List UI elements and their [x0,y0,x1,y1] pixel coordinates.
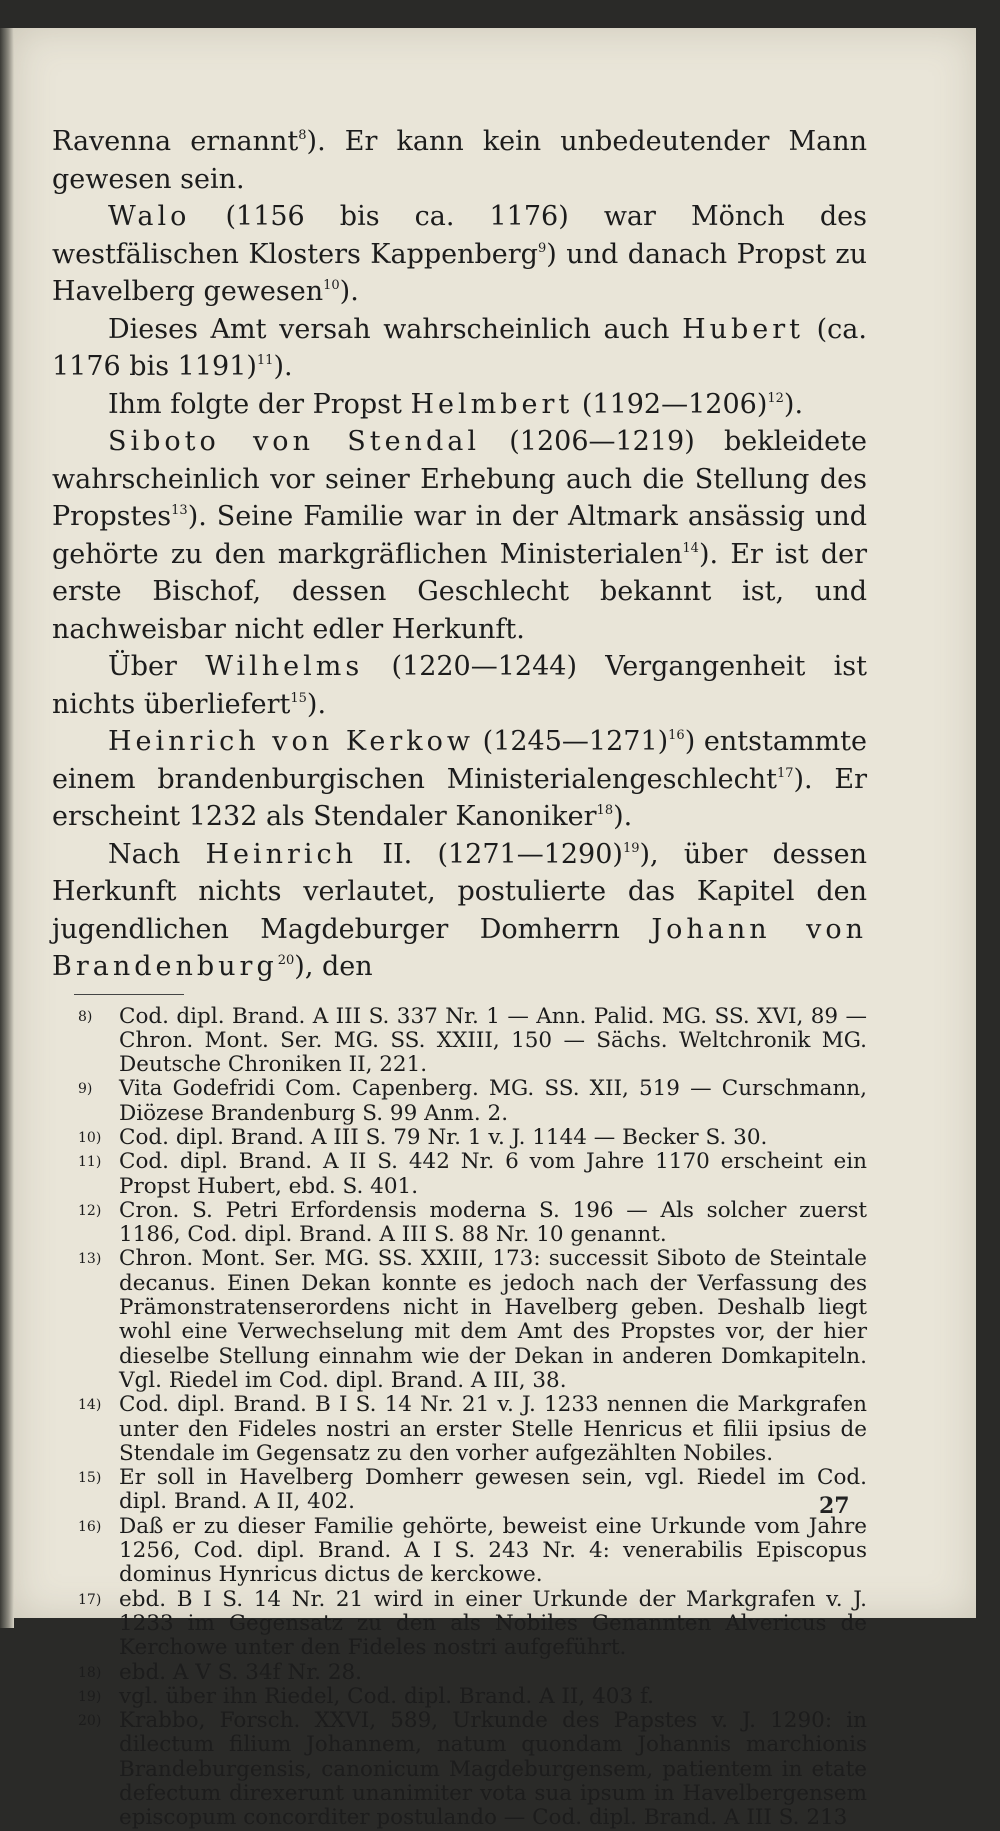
paragraph-heinrich-ii: Nach Heinrich II. (1271—1290)$^{19}$), über dessen Herkunft nichts verlautet, postulierte das Kapitel den jugendlichen Magdeburger Domherrn Johann von Brandenburg$^{20}$), den [52,838,867,982]
footnote-text: Cod. dipl. Brand. A III S. 337 Nr. 1 — Ann. Palid. MG. SS. XVI, 89 — Chron. Mont. Ser. MG. SS. XXIII, 150 — Sächs. Weltchronik MG. Deutsche Chroniken II, 221. [119,1003,867,1078]
paragraph-heinrich-kerkow: Heinrich von Kerkow (1245—1271)$^{16}$) entstammte einem brandenburgischen Ministerialengeschlecht$^{17}$). Er erscheint 1232 als Stendaler Kanoniker$^{18}$). [52,726,867,832]
footnote [52,1588,867,1661]
footnote-text: ebd. A V S. 34f Nr. 28. [119,1659,363,1685]
footnote-text: Er soll in Havelberg Domherr gewesen sein, vgl. Riedel im Cod. dipl. Brand. A II, 402. [119,1465,867,1515]
footnote-text: Cod. dipl. Brand. A II S. 442 Nr. 6 vom Jahre 1170 erscheint ein Propst Hubert, ebd. S. 401. [119,1149,867,1199]
footnote [52,1466,867,1515]
footnote-number: 19) [78,1688,102,1705]
person-name: Wilhelms [205,651,364,682]
footnote-number: 20) [78,1713,102,1730]
main-text [52,123,867,986]
person-name: Walo [108,201,191,232]
footnote [52,1126,867,1150]
person-name: Siboto von Stendal [108,426,480,457]
footnote-number: 13) [78,1251,102,1268]
footnote-number: 12) [78,1202,102,1219]
footnote-text: Cod. dipl. Brand. B I S. 14 Nr. 21 v. J. 1233 nennen die Markgrafen unter den Fideles nostri an erster Stelle Henricus et filii ipsius de Stendale im Gegensatz zu den vorher aufgezählten Nobiles. [119,1392,867,1466]
footnote-number: 8) [78,1008,93,1025]
footnote [52,1247,867,1393]
footnote-number: 17) [78,1591,102,1608]
footnote-text: Daß er zu dieser Familie gehörte, beweist eine Urkunde vom Jahre 1256, Cod. dipl. Brand. A I S. 243 Nr. 4: venerabilis Episcopus dominus Hynricus dictus de kerckowe. [119,1513,867,1588]
person-name: Johann von Brandenburg [52,913,867,982]
footnote [52,1685,867,1709]
footnote [52,1515,867,1588]
footnote-text: Krabbo, Forsch. XXVI, 589, Urkunde des Papstes v. J. 1290: in dilectum filium Johannem, natum quondam Johannis marchionis Brandeburgensis, canonicum Magdeburgensem, patientem in etate defectum direxerunt unanimiter vota sua ipsum in Havelbergensem episcopum concorditer postulando — Cod. dipl. Brand. A III S. 213 [119,1708,867,1831]
person-name: Heinrich [205,838,358,870]
footnote-text: vgl. über ihn Riedel, Cod. dipl. Brand. A II, 403 f. [119,1683,654,1709]
person-name: Helmbert [410,388,574,420]
paragraph-helmbert: Ihm folgte der Propst Helmbert (1192—1206)$^{12}$). [108,388,804,420]
footnote-number: 14) [78,1397,102,1414]
person-name: Hubert [682,313,805,345]
paragraph-siboto: Siboto von Stendal (1206—1219) bekleidete wahrscheinlich vor seiner Erhebung auch die Stellung des Propstes$^{13}$). Seine Familie war in der Altmark ansässig und gehörte zu den markgräflichen Ministerialen$^{14}$). Er ist der erste Bischof, dessen Geschlecht bekannt ist, und nachweisbar nicht edler Herkunft. [52,426,867,645]
footnote-text: ebd. B I S. 14 Nr. 21 wird in einer Urkunde der Markgrafen v. J. 1233 im Gegensatz zu den als Nobiles Genannten Alvericus de Kerchowe unter den Fideles nostri aufgeführt. [119,1586,867,1661]
paragraph-ravenna: Ravenna ernannt$^8$). Er kann kein unbedeutender Mann gewesen sein. [52,126,867,195]
footnote-text: Vita Godefridi Com. Capenberg. MG. SS. XII, 519 — Curschmann, Diözese Brandenburg S. 99 Anm. 2. [119,1076,867,1126]
paragraph-walo: Walo (1156 bis ca. 1176) war Mönch des westfälischen Klosters Kappenberg$^9$) und danach Propst zu Havelberg gewesen$^{10}$). [52,201,867,307]
page-text [52,123,867,1831]
footnote-number: 15) [78,1470,102,1487]
footnote-number: 18) [78,1664,102,1681]
paragraph-hubert: Dieses Amt versah wahrscheinlich auch Hubert (ca. 1176 bis 1191)$^{11}$). [52,313,867,382]
footnote [52,1709,867,1830]
footnote-number: 16) [78,1518,102,1535]
footnote-text: Cron. S. Petri Erfordensis moderna S. 196 — Als solcher zuerst 1186, Cod. dipl. Brand. A III S. 88 Nr. 10 genannt. [119,1197,867,1248]
footnote-number: 10) [78,1129,102,1146]
footnote-number: 9) [78,1081,93,1098]
footnote-divider [74,994,184,995]
person-name: Heinrich von Kerkow [108,726,474,757]
footnote [52,1005,867,1078]
footnote [52,1077,867,1126]
paragraph-wilhelm: Über Wilhelms (1220—1244) Vergangenheit ist nichts überliefert$^{15}$). [52,651,867,720]
footnote [52,1199,867,1248]
page-number: 27 [819,1493,850,1519]
footnote [52,1150,867,1199]
book-page [14,28,976,1831]
footnote-text: Chron. Mont. Ser. MG. SS. XXIII, 173: successit Siboto de Steintale decanus. Einen Dekan konnte es jedoch nach der Verfassung des Prämonstratenserordens nicht in Havelberg geben. Deshalb liegt wohl eine Verwechselung mit dem Amt des Propstes vor, der hier dieselbe Stellung einnahm wie der Dekan in anderen Domkapiteln. Vgl. Riedel im Cod. dipl. Brand. A III, 38. [119,1246,867,1393]
book-spine-edge [0,28,14,1628]
footnote [52,1661,867,1685]
footnotes [52,1005,867,1831]
footnote [52,1393,867,1466]
footnote-number: 11) [78,1154,102,1171]
footnote-text: Cod. dipl. Brand. A III S. 79 Nr. 1 v. J. 1144 — Becker S. 30. [119,1124,768,1150]
